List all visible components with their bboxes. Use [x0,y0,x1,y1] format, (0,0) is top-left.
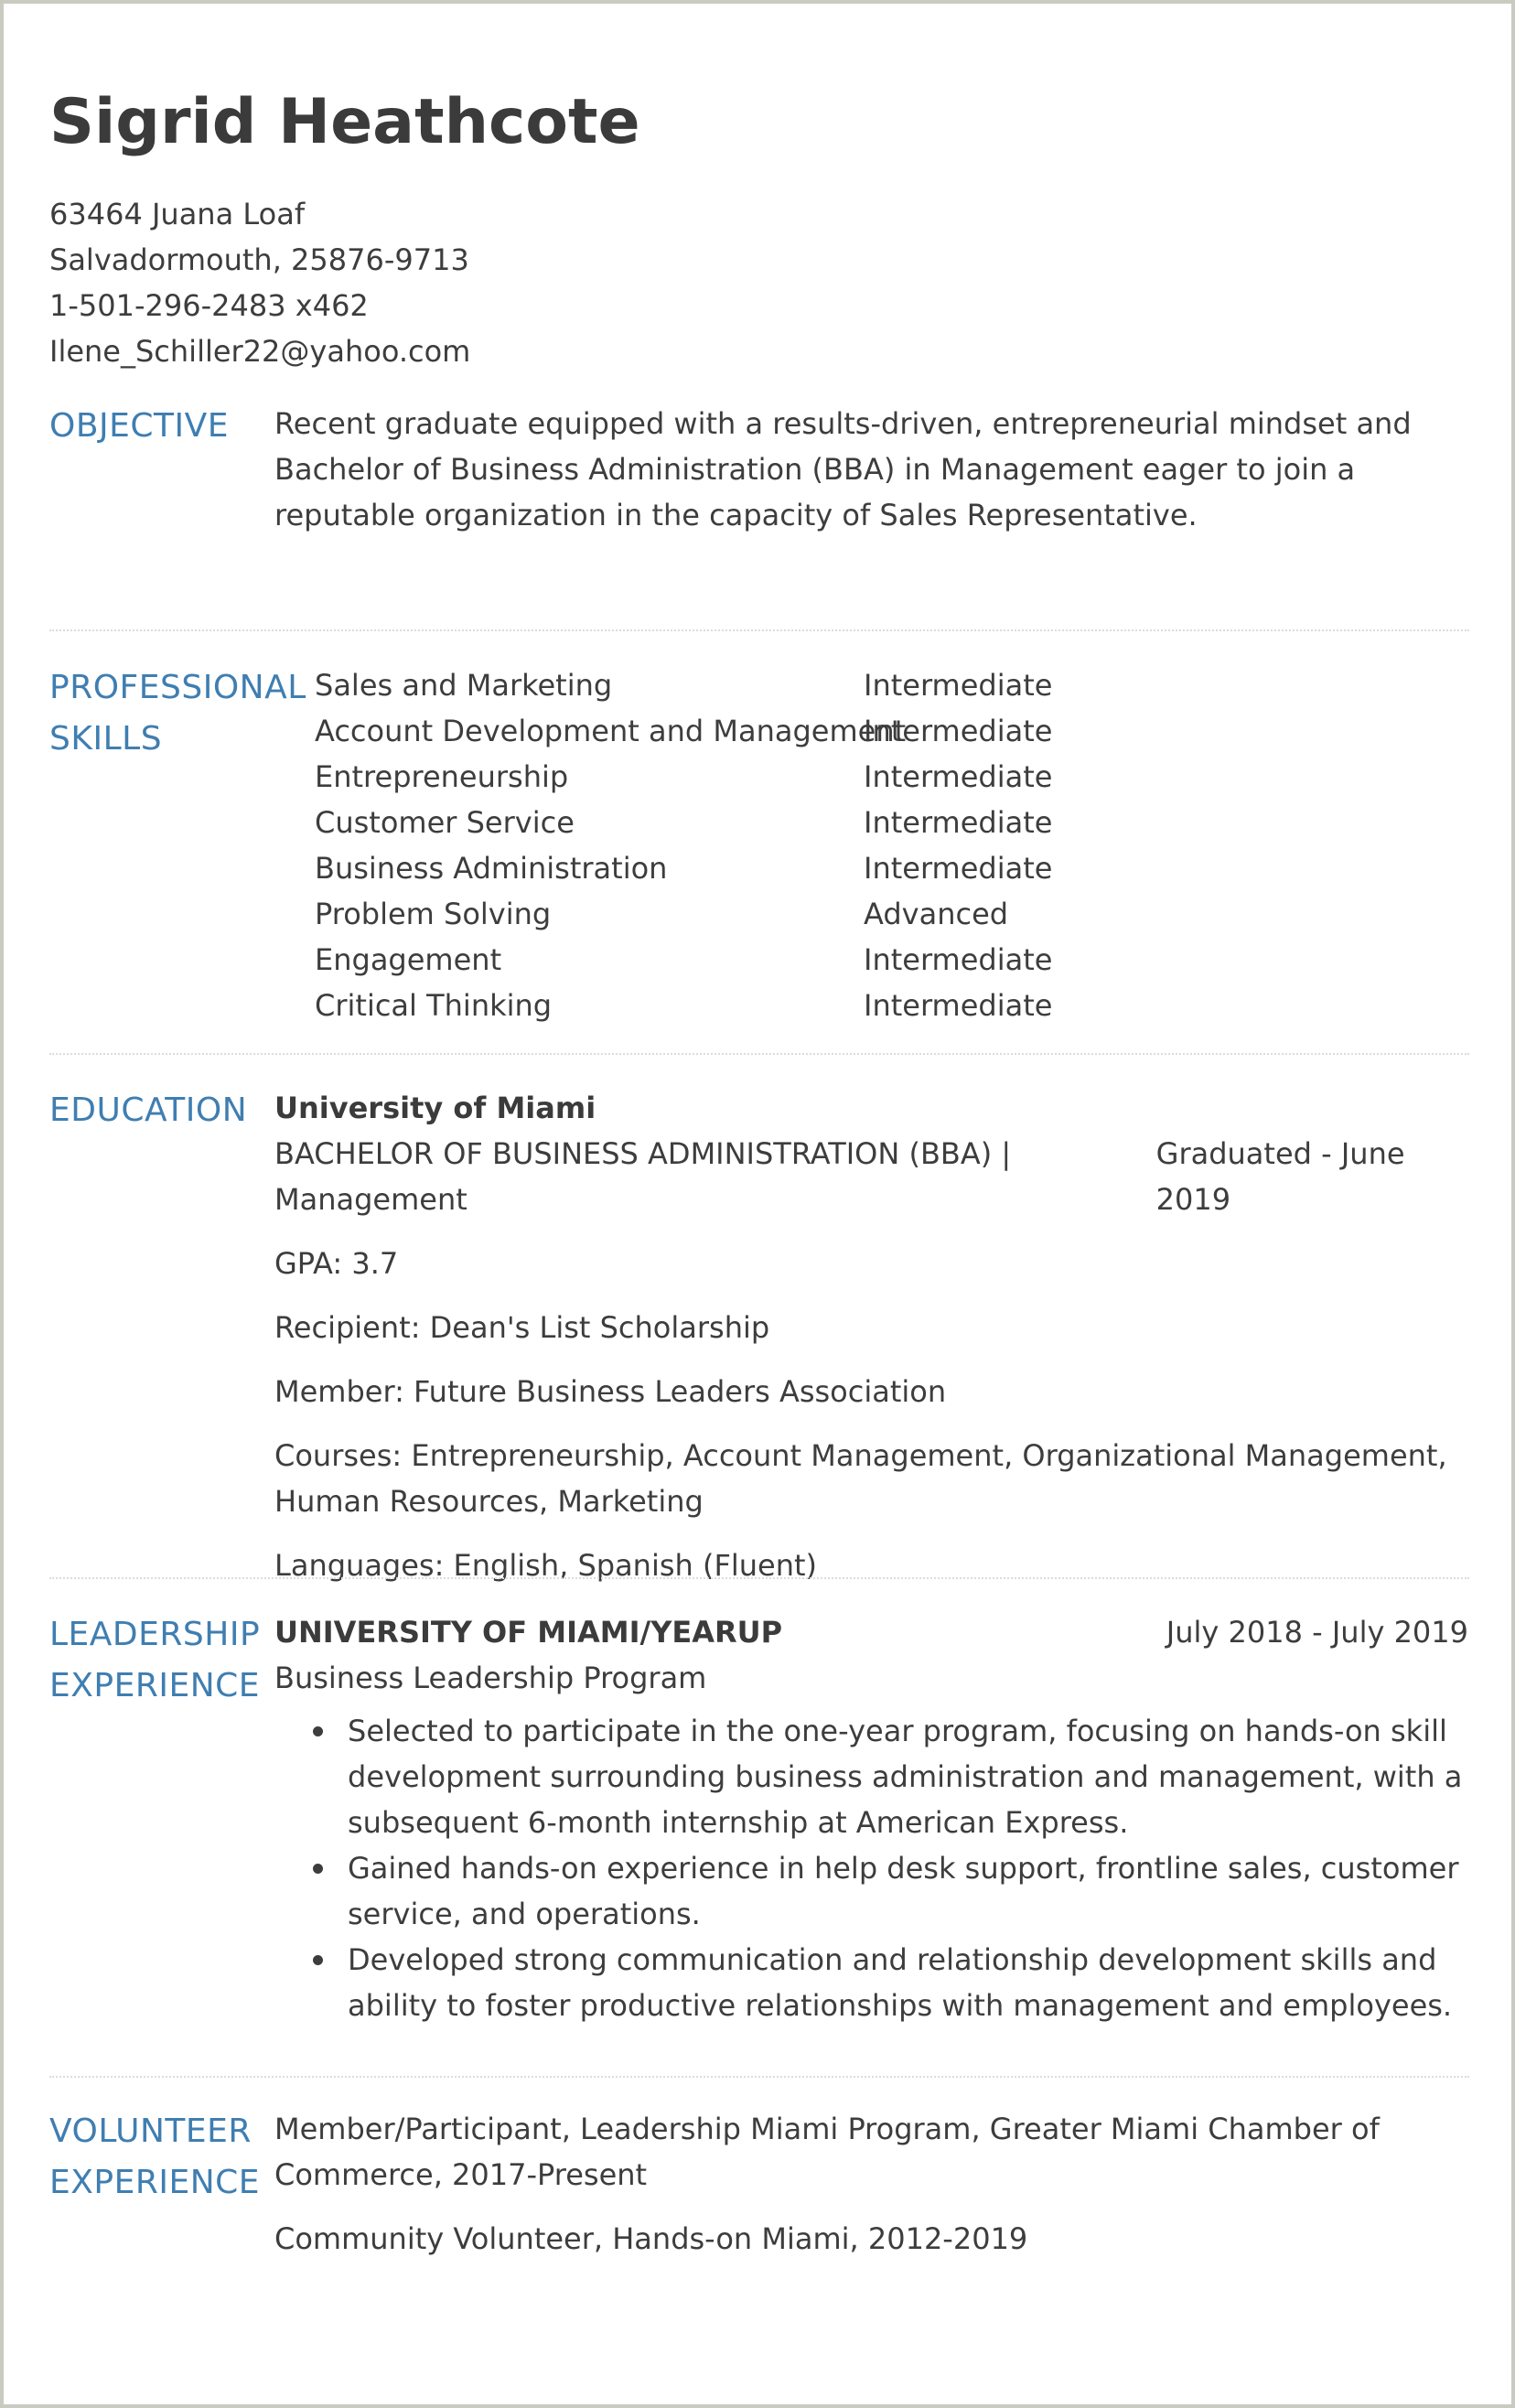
objective-text: Recent graduate equipped with a results-driven, entrepreneurial mindset and Bachelor of Business Administration (BBA) in Management eager to join a reputable organization in the capacity of Sales Representative. [274,406,1412,532]
section-divider [49,629,1469,631]
skill-name: Engagement [315,942,502,977]
skill-level: Intermediate [864,942,1053,977]
leadership-heading-line-2: EXPERIENCE [49,1667,261,1704]
volunteer-block [274,2106,1418,2262]
bullet-text: Developed strong communication and relationship development skills and ability to foster productive relationships with management and employees. [348,1942,1453,2023]
list-item [274,1937,1468,2028]
skill-name: Account Development and Management [315,714,907,748]
address-line-2: Salvadormouth, 25876-9713 [49,242,469,277]
candidate-name: Sigrid Heathcote [49,86,640,158]
skill-name: Business Administration [315,851,668,886]
list-item [274,1708,1468,1845]
gpa: GPA: 3.7 [274,1246,399,1281]
list-item [274,1845,1468,1937]
skills-heading-line-1: PROFESSIONAL [49,669,306,706]
volunteer-item: Member/Participant, Leadership Miami Program, Greater Miami Chamber of Commerce, 2017-Present [274,2112,1380,2192]
skill-row [315,845,1138,891]
skill-row [315,708,1138,754]
skill-row [315,662,1138,708]
objective-heading: OBJECTIVE [49,407,230,445]
skill-name: Customer Service [315,805,575,840]
skill-name: Critical Thinking [315,988,553,1023]
leadership-dates: July 2018 - July 2019 [1166,1615,1468,1650]
award: Recipient: Dean's List Scholarship [274,1310,770,1345]
email-address: Ilene_Schiller22@yahoo.com [49,334,471,369]
section-divider [49,2076,1469,2078]
graduation-date: Graduated - June 2019 [1155,1136,1405,1217]
skill-row [315,983,1138,1028]
volunteer-heading [49,2106,260,2209]
skills-heading [49,662,306,765]
skill-level: Advanced [864,897,1009,931]
skills-heading-line-2: SKILLS [49,720,163,758]
skill-level: Intermediate [864,714,1053,748]
leadership-heading-line-1: LEADERSHIP [49,1616,261,1653]
school-name: University of Miami [274,1091,596,1125]
skills-table [315,662,1138,1028]
organization-name: UNIVERSITY OF MIAMI/YEARUP [274,1615,783,1650]
leadership-header [274,1609,1468,1655]
skill-name: Sales and Marketing [315,668,613,703]
skill-name: Entrepreneurship [315,759,569,794]
contact-block [49,191,470,374]
languages: Languages: English, Spanish (Fluent) [274,1548,818,1583]
skill-row [315,754,1138,800]
bullet-text: Gained hands-on experience in help desk support, frontline sales, customer service, and operations. [348,1851,1459,1931]
volunteer-heading-line-2: EXPERIENCE [49,2164,261,2201]
skill-row [315,800,1138,845]
bullet-icon [313,1864,323,1874]
skill-level: Intermediate [864,851,1053,886]
section-divider [49,1053,1469,1055]
skill-level: Intermediate [864,668,1053,703]
bullet-icon [313,1955,323,1965]
address-line-1: 63464 Juana Loaf [49,197,306,231]
program-name: Business Leadership Program [274,1661,707,1695]
leadership-bullets [274,1708,1475,2028]
skill-level: Intermediate [864,759,1053,794]
skill-level: Intermediate [864,988,1053,1023]
degree-title: BACHELOR OF BUSINESS ADMINISTRATION (BBA) | Management [274,1136,1012,1217]
membership: Member: Future Business Leaders Association [274,1374,947,1409]
phone-number: 1-501-296-2483 x462 [49,288,369,323]
degree-line [274,1131,1468,1222]
education-block [274,1085,1475,1588]
skill-level: Intermediate [864,805,1053,840]
skill-row [315,937,1138,983]
courses: Courses: Entrepreneurship, Account Management, Organizational Management, Human Resources, Marketing [274,1438,1447,1519]
section-divider [49,1577,1469,1579]
education-heading: EDUCATION [49,1091,248,1129]
skill-name: Problem Solving [315,897,552,931]
leadership-heading [49,1609,260,1712]
bullet-icon [313,1726,323,1736]
skill-row [315,891,1138,937]
bullet-text: Selected to participate in the one-year program, focusing on hands-on skill development surrounding business administration and management, with a subsequent 6-month internship at American Express. [348,1714,1463,1840]
volunteer-heading-line-1: VOLUNTEER [49,2112,252,2150]
volunteer-item: Community Volunteer, Hands-on Miami, 2012-2019 [274,2221,1028,2256]
leadership-block [274,1609,1475,2028]
